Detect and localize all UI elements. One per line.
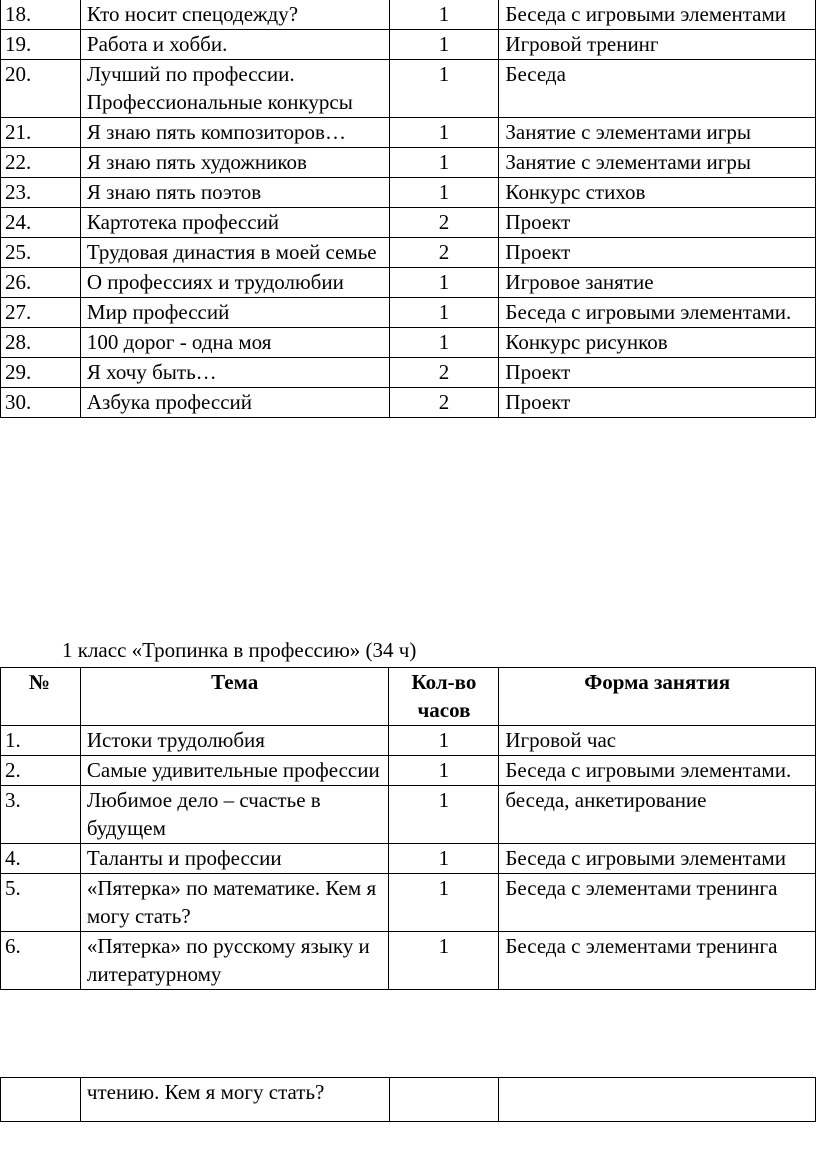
row-hours: 1: [389, 786, 499, 844]
row-number: 5.: [1, 874, 81, 932]
row-hours: 2: [389, 238, 499, 268]
row-form: Беседа с игровыми элементами: [499, 844, 816, 874]
table-row: [1, 388, 816, 418]
table-row: [1, 726, 816, 756]
table-row: [1, 358, 816, 388]
row-topic: 100 дорог - одна моя: [80, 328, 389, 358]
row-number: 26.: [1, 268, 81, 298]
row-form: Беседа с элементами тренинга: [499, 932, 816, 990]
table-row: [1, 786, 816, 844]
row-number: 23.: [1, 178, 81, 208]
row-hours: 1: [389, 844, 499, 874]
row-topic: Мир профессий: [80, 298, 389, 328]
row-form: Игровой час: [499, 726, 816, 756]
row-number: 24.: [1, 208, 81, 238]
row-topic: О профессиях и трудолюбии: [80, 268, 389, 298]
row-hours: 1: [389, 178, 499, 208]
row-form: Беседа с игровыми элементами.: [499, 298, 816, 328]
header-number: №: [1, 668, 81, 726]
row-topic: Работа и хобби.: [80, 30, 389, 60]
row-number: 1.: [1, 726, 81, 756]
row-topic: Я знаю пять поэтов: [80, 178, 389, 208]
row-topic: Я знаю пять художников: [80, 148, 389, 178]
row-form: Проект: [499, 238, 816, 268]
row-number: 25.: [1, 238, 81, 268]
row-hours: 1: [389, 118, 499, 148]
row-hours: 1: [389, 60, 499, 118]
row-hours: 1: [389, 148, 499, 178]
table-row: [1, 0, 816, 30]
table-row: [1, 208, 816, 238]
row-topic: Азбука профессий: [80, 388, 389, 418]
row-number: [1, 1078, 81, 1122]
header-hours: Кол-во часов: [389, 668, 499, 726]
row-hours: 2: [389, 208, 499, 238]
table-row: [1, 238, 816, 268]
row-number: 21.: [1, 118, 81, 148]
table-row: [1, 756, 816, 786]
row-form: Конкурс рисунков: [499, 328, 816, 358]
row-number: 2.: [1, 756, 81, 786]
row-hours: 1: [389, 298, 499, 328]
table-row: [1, 148, 816, 178]
row-form: Беседа: [499, 60, 816, 118]
row-hours: 1: [389, 726, 499, 756]
row-hours: 1: [389, 0, 499, 30]
row-topic: Лучший по профессии. Профессиональные конкурсы: [80, 60, 389, 118]
row-topic: Таланты и профессии: [80, 844, 389, 874]
row-hours: 1: [389, 268, 499, 298]
row-form: Беседа с игровыми элементами: [499, 0, 816, 30]
row-number: 18.: [1, 0, 81, 30]
row-number: 27.: [1, 298, 81, 328]
row-hours: [389, 1078, 499, 1122]
row-form: [499, 1078, 816, 1122]
table-row: [1, 932, 816, 990]
row-topic: Любимое дело – счастье в будущем: [80, 786, 389, 844]
section-title: 1 класс «Тропинка в профессию» (34 ч): [62, 638, 417, 662]
row-form: Игровое занятие: [499, 268, 816, 298]
row-topic: Я хочу быть…: [80, 358, 389, 388]
header-topic: Тема: [80, 668, 389, 726]
row-hours: 1: [389, 30, 499, 60]
row-form: Занятие с элементами игры: [499, 118, 816, 148]
row-topic: Трудовая династия в моей семье: [80, 238, 389, 268]
header-form: Форма занятия: [499, 668, 816, 726]
row-form: Занятие с элементами игры: [499, 148, 816, 178]
row-hours: 2: [389, 358, 499, 388]
row-form: Проект: [499, 208, 816, 238]
row-number: 22.: [1, 148, 81, 178]
row-form: беседа, анкетирование: [499, 786, 816, 844]
row-number: 4.: [1, 844, 81, 874]
lesson-table-page-continuation: [0, 1077, 816, 1122]
lesson-table-grade-1: [0, 667, 816, 990]
row-hours: 1: [389, 932, 499, 990]
row-topic: «Пятерка» по математике. Кем я могу стать?: [80, 874, 389, 932]
row-form: Игровой тренинг: [499, 30, 816, 60]
row-number: 19.: [1, 30, 81, 60]
row-topic: «Пятерка» по русскому языку и литературному: [80, 932, 389, 990]
row-form: Беседа с игровыми элементами.: [499, 756, 816, 786]
row-topic: Кто носит спецодежду?: [80, 0, 389, 30]
table-row: [1, 1078, 816, 1122]
table-row: [1, 118, 816, 148]
lesson-table-continued: [0, 0, 816, 418]
table-row: [1, 178, 816, 208]
table-row: [1, 30, 816, 60]
table-row: [1, 268, 816, 298]
row-number: 20.: [1, 60, 81, 118]
row-form: Беседа с элементами тренинга: [499, 874, 816, 932]
table-row: [1, 328, 816, 358]
table-row: [1, 298, 816, 328]
row-hours: 1: [389, 756, 499, 786]
row-number: 28.: [1, 328, 81, 358]
row-number: 30.: [1, 388, 81, 418]
row-hours: 2: [389, 388, 499, 418]
row-form: Проект: [499, 388, 816, 418]
table-header-row: [1, 668, 816, 726]
row-topic: чтению. Кем я могу стать?: [80, 1078, 389, 1122]
table-row: [1, 844, 816, 874]
row-hours: 1: [389, 874, 499, 932]
row-number: 29.: [1, 358, 81, 388]
table-row: [1, 874, 816, 932]
row-topic: Самые удивительные профессии: [80, 756, 389, 786]
row-number: 6.: [1, 932, 81, 990]
row-number: 3.: [1, 786, 81, 844]
row-form: Проект: [499, 358, 816, 388]
row-topic: Картотека профессий: [80, 208, 389, 238]
row-topic: Истоки трудолюбия: [80, 726, 389, 756]
row-form: Конкурс стихов: [499, 178, 816, 208]
row-topic: Я знаю пять композиторов…: [80, 118, 389, 148]
table-row: [1, 60, 816, 118]
row-hours: 1: [389, 328, 499, 358]
